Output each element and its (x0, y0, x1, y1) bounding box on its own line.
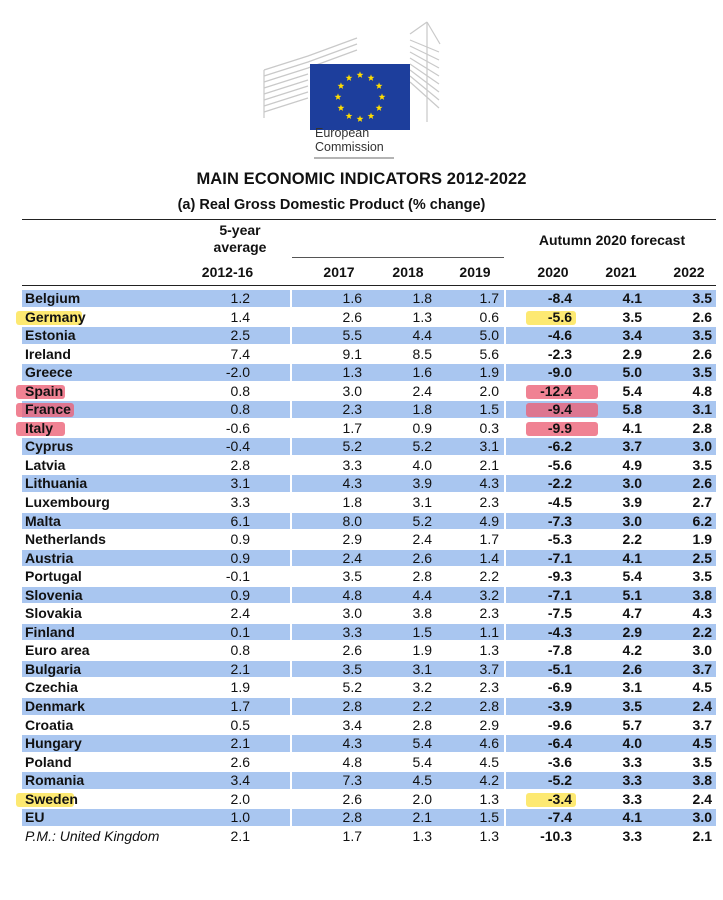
value-cell: 3.0 (622, 475, 642, 492)
country-name: Estonia (25, 327, 76, 344)
value-cell: -9.3 (547, 568, 572, 585)
value-cell: 3.5 (692, 753, 712, 770)
value-cell: 4.2 (479, 772, 499, 789)
table-row (22, 326, 716, 345)
value-cell: 2.3 (479, 679, 499, 696)
value-cell: 2.6 (692, 345, 712, 362)
value-cell: 3.5 (622, 698, 642, 715)
value-cell: 3.0 (692, 642, 712, 659)
value-cell: 2.8 (342, 809, 362, 826)
col-header-2020: 2020 (537, 264, 569, 280)
value-cell: 4.0 (622, 735, 642, 752)
value-cell: 1.7 (230, 698, 250, 715)
country-name: Ireland (25, 345, 71, 362)
country-name: Cyprus (25, 438, 74, 455)
value-cell: 5.4 (412, 753, 432, 770)
value-cell: 5.0 (479, 327, 499, 344)
value-cell: 5.2 (342, 438, 362, 455)
value-cell: 1.3 (479, 642, 499, 659)
country-name: Slovenia (25, 586, 83, 603)
value-cell: -3.9 (547, 698, 572, 715)
value-cell: 3.5 (692, 456, 712, 473)
table-row (22, 790, 716, 809)
value-cell: -7.4 (547, 809, 572, 826)
value-cell: 5.8 (622, 401, 642, 418)
value-cell: 2.8 (412, 568, 432, 585)
value-cell: 3.0 (342, 605, 362, 622)
value-cell: -5.3 (547, 531, 572, 548)
value-cell: 3.1 (692, 401, 712, 418)
value-cell: 4.6 (479, 735, 499, 752)
value-cell: 4.4 (412, 327, 432, 344)
value-cell: 2.6 (342, 790, 362, 807)
value-cell: 2.4 (692, 790, 712, 807)
value-cell: 3.4 (342, 716, 362, 733)
table-row (22, 400, 716, 419)
value-cell: 4.7 (622, 605, 642, 622)
value-cell: 3.1 (230, 475, 250, 492)
value-cell: 4.3 (342, 475, 362, 492)
value-cell: 1.1 (479, 623, 499, 640)
table-row (22, 808, 716, 827)
table-row (22, 493, 716, 512)
value-cell: -7.3 (547, 512, 572, 529)
value-cell: 1.5 (412, 623, 432, 640)
value-cell: 3.5 (342, 568, 362, 585)
value-cell: 2.3 (479, 494, 499, 511)
value-cell: 2.6 (342, 308, 362, 325)
value-cell: 2.9 (479, 716, 499, 733)
value-cell: 3.3 (622, 772, 642, 789)
value-cell: -8.4 (547, 290, 572, 306)
value-cell: 1.7 (479, 290, 499, 306)
value-cell: 0.8 (230, 401, 250, 418)
country-name: Greece (25, 364, 73, 381)
value-cell: 4.3 (342, 735, 362, 752)
value-cell: -7.1 (547, 586, 572, 603)
value-cell: 3.3 (622, 827, 642, 844)
value-cell: 3.0 (692, 809, 712, 826)
value-cell: 2.2 (412, 698, 432, 715)
table-row (22, 697, 716, 716)
country-name: Austria (25, 549, 74, 566)
col-header-2022: 2022 (673, 264, 705, 280)
value-cell: -5.2 (547, 772, 572, 789)
value-cell: 2.5 (230, 327, 250, 344)
value-cell: 1.6 (342, 290, 362, 306)
value-cell: 2.0 (479, 382, 499, 399)
value-cell: 4.3 (692, 605, 712, 622)
value-cell: -5.1 (547, 660, 572, 677)
value-cell: 2.2 (622, 531, 642, 548)
value-cell: 5.2 (342, 679, 362, 696)
value-cell: 1.9 (692, 531, 712, 548)
value-cell: 5.4 (622, 568, 642, 585)
value-cell: 1.7 (342, 419, 362, 436)
value-cell: 4.5 (412, 772, 432, 789)
value-cell: 3.4 (230, 772, 250, 789)
value-cell: 1.7 (342, 827, 362, 844)
value-cell: 8.5 (412, 345, 432, 362)
value-cell: 2.1 (692, 827, 712, 844)
table-row (22, 437, 716, 456)
country-name: Luxembourg (25, 494, 110, 511)
value-cell: 4.5 (692, 735, 712, 752)
value-cell: 4.8 (342, 753, 362, 770)
country-name: Romania (25, 772, 85, 789)
value-cell: 4.9 (479, 512, 499, 529)
col-header-2018: 2018 (392, 264, 424, 280)
value-cell: -6.9 (547, 679, 572, 696)
value-cell: 3.5 (692, 364, 712, 381)
table-subtitle: (a) Real Gross Domestic Product (% change) (177, 197, 486, 213)
value-cell: 0.8 (230, 642, 250, 659)
country-name: Poland (25, 753, 72, 770)
value-cell: 5.4 (412, 735, 432, 752)
table-row (22, 419, 716, 438)
value-cell: 2.4 (342, 549, 362, 566)
value-cell: -5.6 (547, 456, 572, 473)
value-cell: 3.7 (479, 660, 499, 677)
value-cell: 2.1 (230, 660, 250, 677)
value-cell: 2.4 (230, 605, 250, 622)
table-row (22, 289, 716, 308)
value-cell: 3.1 (412, 660, 432, 677)
table-row (22, 586, 716, 605)
value-cell: 8.0 (342, 512, 362, 529)
value-cell: 4.9 (622, 456, 642, 473)
value-cell: 4.4 (412, 586, 432, 603)
value-cell: 2.8 (692, 419, 712, 436)
value-cell: 4.2 (622, 642, 642, 659)
country-name: Italy (25, 419, 54, 436)
value-cell: 1.5 (479, 809, 499, 826)
country-name: Sweden (25, 790, 78, 807)
header-bottom-rule (22, 285, 716, 286)
value-cell: 3.3 (342, 623, 362, 640)
country-name: Slovakia (25, 605, 82, 622)
value-cell: 2.6 (230, 753, 250, 770)
value-cell: -9.0 (547, 364, 572, 381)
value-cell: 1.3 (342, 364, 362, 381)
table-row (22, 512, 716, 531)
value-cell: 6.2 (692, 512, 712, 529)
country-name: Lithuania (25, 475, 88, 492)
value-cell: 3.0 (342, 382, 362, 399)
value-cell: 7.4 (230, 345, 250, 362)
value-cell: 1.3 (479, 827, 499, 844)
value-cell: 4.8 (342, 586, 362, 603)
country-name: EU (25, 809, 45, 826)
table-top-rule (22, 219, 716, 220)
value-cell: 5.0 (622, 364, 642, 381)
value-cell: 1.6 (412, 364, 432, 381)
value-cell: -2.0 (225, 364, 250, 381)
country-name: Hungary (25, 735, 82, 752)
country-name: Czechia (25, 679, 78, 696)
value-cell: -7.8 (547, 642, 572, 659)
value-cell: 3.2 (479, 586, 499, 603)
country-name: France (25, 401, 71, 418)
value-cell: 1.2 (230, 290, 250, 306)
value-cell: 1.9 (479, 364, 499, 381)
country-name: Finland (25, 623, 75, 640)
value-cell: 1.8 (342, 494, 362, 511)
value-cell: 1.7 (479, 531, 499, 548)
value-cell: 3.3 (622, 753, 642, 770)
value-cell: -2.3 (547, 345, 572, 362)
value-cell: 3.7 (622, 438, 642, 455)
value-cell: 3.3 (342, 456, 362, 473)
value-cell: 3.7 (692, 716, 712, 733)
value-cell: -3.4 (547, 790, 572, 807)
value-cell: 2.4 (692, 698, 712, 715)
value-cell: 1.3 (479, 790, 499, 807)
value-cell: 2.8 (479, 698, 499, 715)
value-cell: -0.1 (225, 568, 250, 585)
value-cell: 5.5 (342, 327, 362, 344)
value-cell: -7.1 (547, 549, 572, 566)
value-cell: 3.9 (412, 475, 432, 492)
country-name: Netherlands (25, 531, 106, 548)
value-cell: 3.5 (622, 308, 642, 325)
col-header-2017: 2017 (323, 264, 355, 280)
value-cell: 5.2 (412, 512, 432, 529)
table-row (22, 716, 716, 735)
value-cell: 0.9 (230, 549, 250, 566)
value-cell: 2.1 (412, 809, 432, 826)
value-cell: 2.2 (479, 568, 499, 585)
table-row (22, 363, 716, 382)
value-cell: 5.6 (479, 345, 499, 362)
value-cell: 0.1 (230, 623, 250, 640)
value-cell: 3.5 (342, 660, 362, 677)
value-cell: 2.6 (342, 642, 362, 659)
value-cell: 3.0 (692, 438, 712, 455)
value-cell: 5.4 (622, 382, 642, 399)
value-cell: 0.8 (230, 382, 250, 399)
header-forecast-group: Autumn 2020 forecast (538, 232, 686, 248)
logo-line-1: European (315, 126, 370, 140)
value-cell: 2.0 (412, 790, 432, 807)
table-row (22, 530, 716, 549)
value-cell: 2.4 (412, 382, 432, 399)
value-cell: 3.1 (479, 438, 499, 455)
value-cell: 2.1 (230, 735, 250, 752)
european-commission-logo (262, 12, 442, 162)
value-cell: 3.3 (622, 790, 642, 807)
table-row (22, 678, 716, 697)
country-name: Denmark (25, 698, 85, 715)
value-cell: 0.9 (412, 419, 432, 436)
country-name: P.M.: United Kingdom (25, 827, 160, 844)
logo-line-2: Commission (315, 140, 384, 154)
value-cell: -7.5 (547, 605, 572, 622)
value-cell: 6.1 (230, 512, 250, 529)
country-name: Belgium (25, 290, 81, 306)
value-cell: 0.6 (479, 308, 499, 325)
value-cell: 2.6 (692, 475, 712, 492)
table-row (22, 753, 716, 772)
value-cell: 3.3 (230, 494, 250, 511)
value-cell: 2.3 (479, 605, 499, 622)
table-row (22, 660, 716, 679)
header-divider-mid (292, 257, 504, 258)
value-cell: -9.9 (547, 419, 572, 436)
value-cell: 3.5 (692, 568, 712, 585)
value-cell: 4.3 (479, 475, 499, 492)
value-cell: 1.9 (412, 642, 432, 659)
value-cell: -4.6 (547, 327, 572, 344)
value-cell: 4.5 (479, 753, 499, 770)
value-cell: 2.6 (692, 308, 712, 325)
value-cell: 2.0 (230, 790, 250, 807)
table-body (22, 289, 716, 845)
value-cell: -4.5 (547, 494, 572, 511)
country-name: Portugal (25, 568, 82, 585)
value-cell: 1.4 (230, 308, 250, 325)
table-row (22, 827, 716, 846)
value-cell: 2.6 (622, 660, 642, 677)
value-cell: 3.1 (622, 679, 642, 696)
country-name: Euro area (25, 642, 90, 659)
value-cell: 3.7 (692, 660, 712, 677)
value-cell: -2.2 (547, 475, 572, 492)
value-cell: 2.2 (692, 623, 712, 640)
value-cell: 4.0 (412, 456, 432, 473)
value-cell: 1.3 (412, 308, 432, 325)
table-row (22, 308, 716, 327)
value-cell: 2.9 (342, 531, 362, 548)
table-row (22, 382, 716, 401)
col-header-2021: 2021 (605, 264, 637, 280)
value-cell: 0.9 (230, 586, 250, 603)
page-title: MAIN ECONOMIC INDICATORS 2012-2022 (196, 170, 527, 188)
value-cell: -12.4 (540, 382, 572, 399)
value-cell: 4.1 (622, 419, 642, 436)
value-cell: -6.2 (547, 438, 572, 455)
value-cell: 2.9 (622, 623, 642, 640)
value-cell: -3.6 (547, 753, 572, 770)
logo-text (315, 126, 384, 154)
value-cell: -10.3 (540, 827, 572, 844)
value-cell: 2.7 (692, 494, 712, 511)
country-name: Latvia (25, 456, 66, 473)
table-row (22, 456, 716, 475)
value-cell: 7.3 (342, 772, 362, 789)
value-cell: 2.8 (412, 716, 432, 733)
table-row (22, 641, 716, 660)
col-header-avg: 2012-16 (201, 264, 254, 280)
value-cell: 3.5 (692, 290, 712, 306)
value-cell: 3.1 (412, 494, 432, 511)
value-cell: 5.2 (412, 438, 432, 455)
value-cell: -5.6 (547, 308, 572, 325)
col-header-2019: 2019 (459, 264, 491, 280)
value-cell: 4.1 (622, 809, 642, 826)
value-cell: 2.8 (342, 698, 362, 715)
value-cell: 3.5 (692, 327, 712, 344)
value-cell: 2.3 (342, 401, 362, 418)
country-name: Croatia (25, 716, 74, 733)
table-row (22, 623, 716, 642)
header-avg-group: 5-year average (213, 222, 267, 255)
value-cell: -0.4 (225, 438, 250, 455)
table-row (22, 567, 716, 586)
value-cell: 1.4 (479, 549, 499, 566)
value-cell: 3.8 (692, 586, 712, 603)
value-cell: -0.6 (225, 419, 250, 436)
country-name: Spain (25, 382, 64, 399)
value-cell: 3.2 (412, 679, 432, 696)
value-cell: 4.5 (692, 679, 712, 696)
value-cell: 2.1 (230, 827, 250, 844)
value-cell: 4.8 (692, 382, 712, 399)
value-cell: 0.3 (479, 419, 499, 436)
value-cell: 2.5 (692, 549, 712, 566)
value-cell: 1.0 (230, 809, 250, 826)
value-cell: 5.7 (622, 716, 642, 733)
value-cell: 2.9 (622, 345, 642, 362)
value-cell: 2.1 (479, 456, 499, 473)
value-cell: 2.4 (412, 531, 432, 548)
value-cell: 9.1 (342, 345, 362, 362)
country-name: Malta (25, 512, 61, 529)
value-cell: 4.1 (622, 549, 642, 566)
value-cell: 5.1 (622, 586, 642, 603)
table-row (22, 345, 716, 364)
value-cell: 1.8 (412, 401, 432, 418)
value-cell: 3.9 (622, 494, 642, 511)
value-cell: 3.4 (622, 327, 642, 344)
table-row (22, 549, 716, 568)
value-cell: 3.8 (692, 772, 712, 789)
value-cell: 2.8 (230, 456, 250, 473)
table-row (22, 474, 716, 493)
value-cell: -9.6 (547, 716, 572, 733)
value-cell: 0.5 (230, 716, 250, 733)
value-cell: 4.1 (622, 290, 642, 306)
value-cell: 1.3 (412, 827, 432, 844)
value-cell: -9.4 (547, 401, 572, 418)
value-cell: 1.8 (412, 290, 432, 306)
value-cell: 3.8 (412, 605, 432, 622)
value-cell: 1.5 (479, 401, 499, 418)
value-cell: 0.9 (230, 531, 250, 548)
value-cell: -4.3 (547, 623, 572, 640)
country-name: Bulgaria (25, 660, 82, 677)
country-name: Germany (25, 308, 86, 325)
table-row (22, 734, 716, 753)
value-cell: 1.9 (230, 679, 250, 696)
table-row (22, 604, 716, 623)
table-row (22, 771, 716, 790)
value-cell: -6.4 (547, 735, 572, 752)
value-cell: 2.6 (412, 549, 432, 566)
value-cell: 3.0 (622, 512, 642, 529)
